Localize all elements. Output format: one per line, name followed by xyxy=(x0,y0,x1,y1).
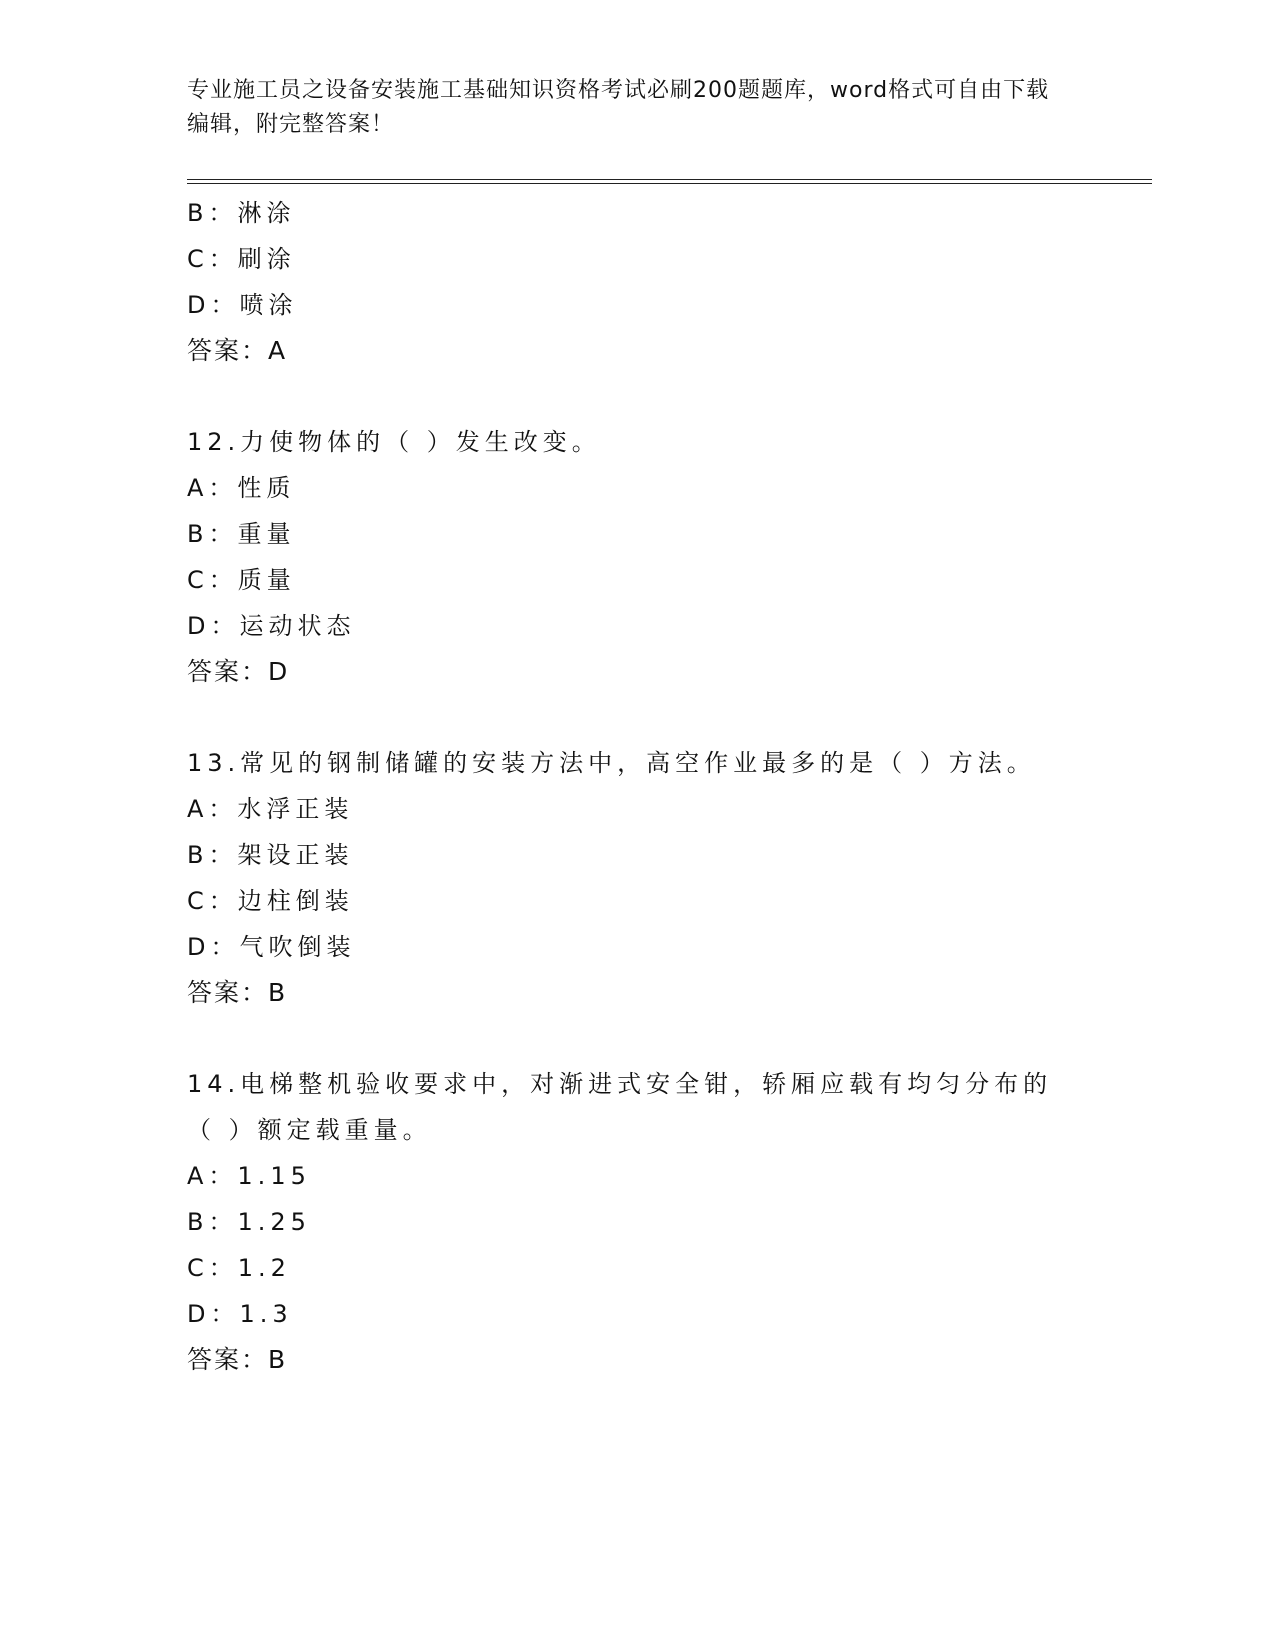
option-a: A：1.15 xyxy=(187,1162,311,1190)
option-a: A：水浮正装 xyxy=(187,795,354,823)
option-c: C：1.2 xyxy=(187,1254,291,1282)
option-b: B：淋涂 xyxy=(187,199,296,227)
option-c: C：边柱倒装 xyxy=(187,887,354,915)
option-b: B：重量 xyxy=(187,520,296,548)
answer-line: 答案：B xyxy=(187,978,288,1007)
spacer xyxy=(187,1016,1087,1061)
option-d: D：运动状态 xyxy=(187,612,356,640)
option-d: D：喷涂 xyxy=(187,291,298,319)
answer-line: 答案：D xyxy=(187,657,290,686)
question-title: 14.电梯整机验收要求中，对渐进式安全钳，轿厢应载有均匀分布的（ ）额定载重量。 xyxy=(187,1070,1053,1144)
spacer xyxy=(187,374,1087,419)
option-c: C：质量 xyxy=(187,566,296,594)
header-divider-top xyxy=(187,179,1152,180)
answer-line: 答案：B xyxy=(187,1345,288,1374)
option-b: B：架设正装 xyxy=(187,841,354,869)
option-a: A：性质 xyxy=(187,474,296,502)
question-title: 13.常见的钢制储罐的安装方法中，高空作业最多的是（ ）方法。 xyxy=(187,749,1036,777)
question-list xyxy=(187,190,1087,1383)
answer-line: 答案：A xyxy=(187,336,288,365)
option-c: C：刷涂 xyxy=(187,245,296,273)
question-title: 12.力使物体的（ ）发生改变。 xyxy=(187,428,601,456)
option-b: B：1.25 xyxy=(187,1208,311,1236)
document-header-title: 专业施工员之设备安装施工基础知识资格考试必刷200题题库，word格式可自由下载编辑，附完整答案！ xyxy=(187,78,1050,137)
header-divider-bottom xyxy=(187,183,1152,184)
spacer xyxy=(187,695,1087,740)
option-d: D：气吹倒装 xyxy=(187,933,356,961)
option-d: D：1.3 xyxy=(187,1300,293,1328)
